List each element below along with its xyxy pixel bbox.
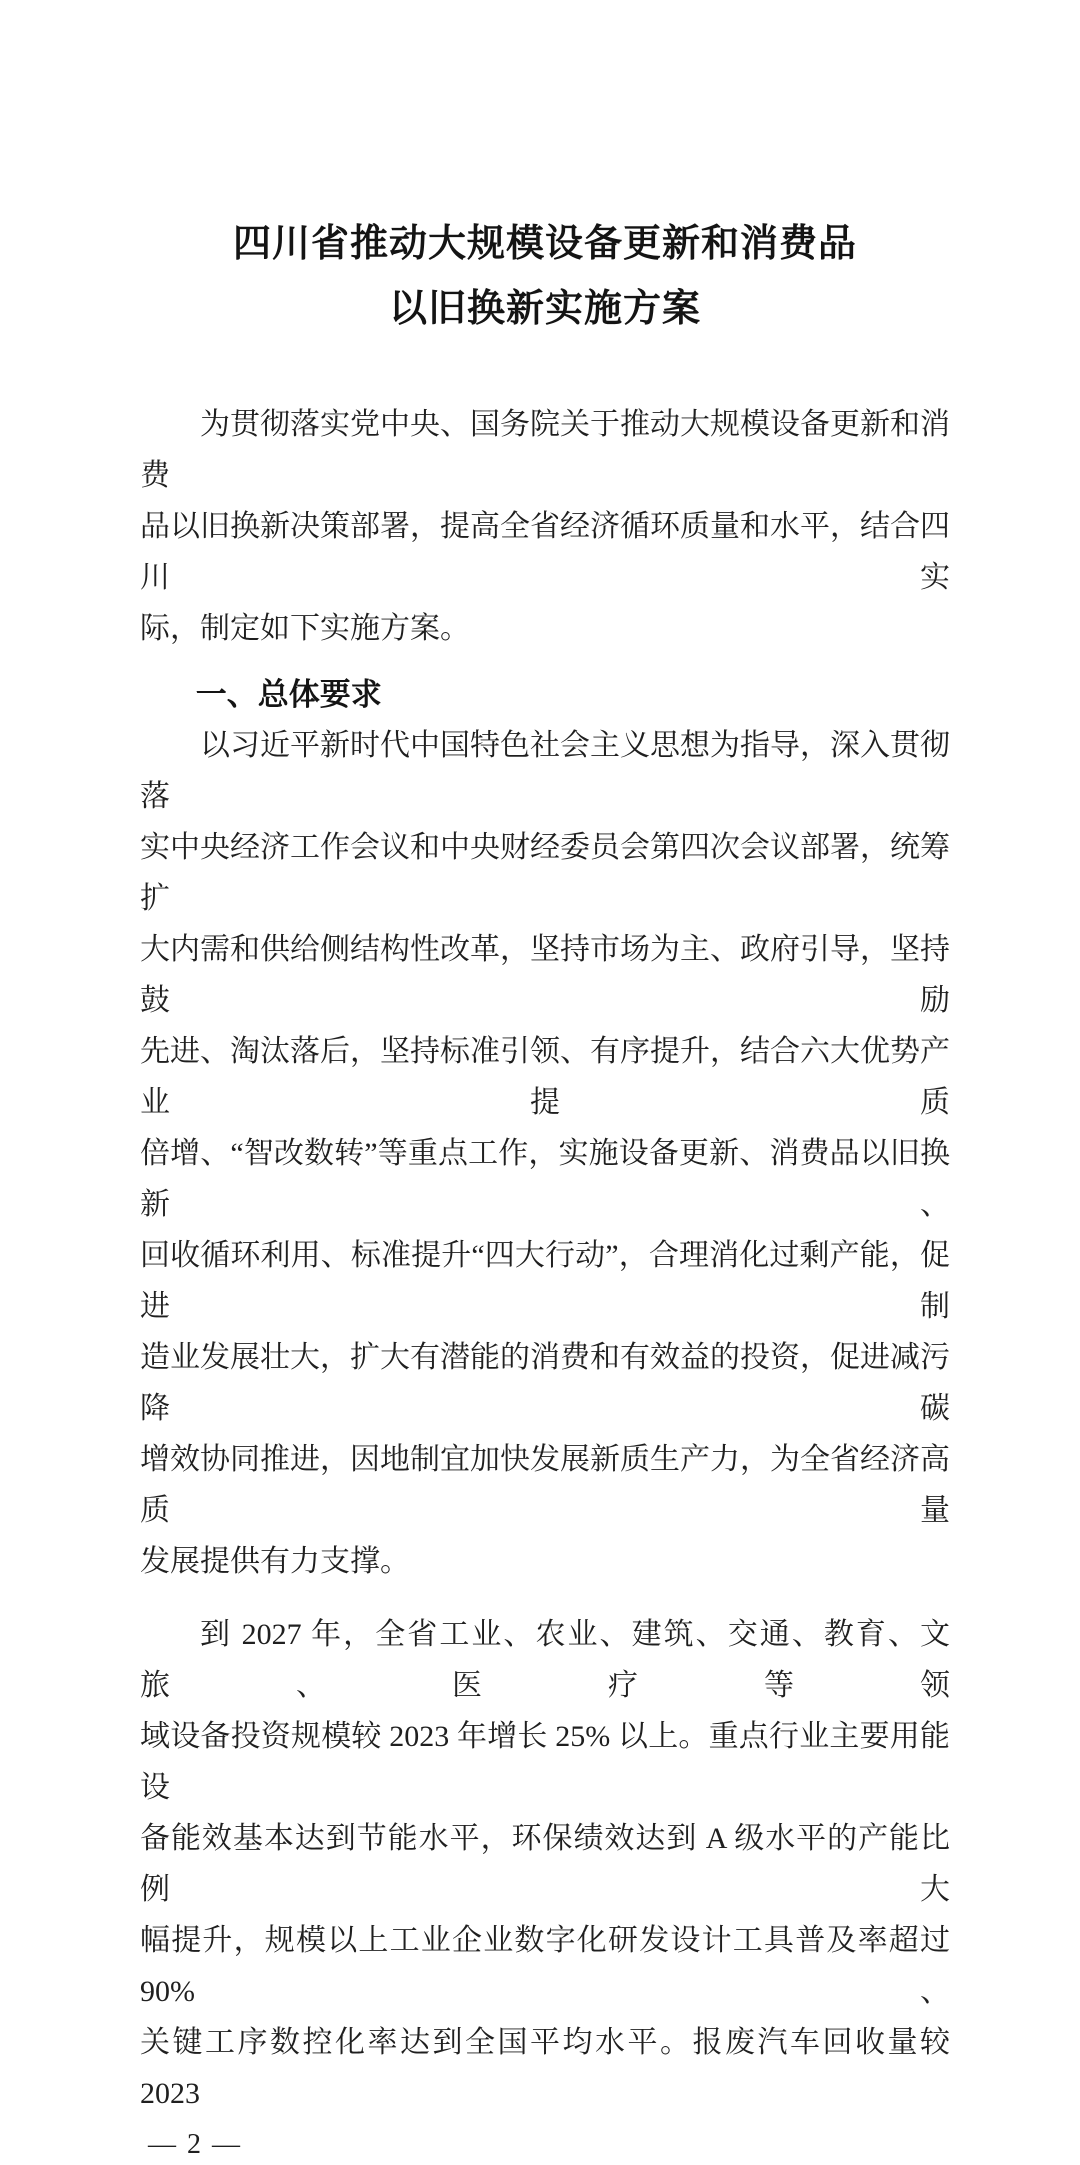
body-line: 到 2027 年，全省工业、农业、建筑、交通、教育、文旅、医疗等领	[140, 1618, 950, 1702]
body-line: 以习近平新时代中国特色社会主义思想为指导，深入贯彻落	[140, 729, 950, 813]
body-line: 回收循环利用、标准提升“四大行动”，合理消化过剩产能，促进制	[140, 1239, 950, 1323]
body-line: 倍增、“智改数转”等重点工作，实施设备更新、消费品以旧换新、	[140, 1137, 950, 1221]
body-line: 域设备投资规模较 2023 年增长 25% 以上。重点行业主要用能设	[140, 1720, 950, 1804]
paragraph-intro	[140, 399, 950, 654]
body-line: 为贯彻落实党中央、国务院关于推动大规模设备更新和消费	[140, 408, 950, 492]
body-line: 际，制定如下实施方案。	[140, 612, 470, 645]
body-line: 品以旧换新决策部署，提高全省经济循环质量和水平，结合四川实	[140, 510, 950, 594]
body-line: 先进、淘汰落后，坚持标准引领、有序提升，结合六大优势产业提质	[140, 1035, 950, 1119]
paragraph-guiding-principles	[140, 720, 950, 1587]
body-line: 造业发展壮大，扩大有潜能的消费和有效益的投资，促进减污降碳	[140, 1341, 950, 1425]
paragraph-2027-targets	[140, 1609, 950, 2119]
body-line: 增效协同推进，因地制宜加快发展新质生产力，为全省经济高质量	[140, 1443, 950, 1527]
body-line: 实中央经济工作会议和中央财经委员会第四次会议部署，统筹扩	[140, 831, 950, 915]
body-line: 幅提升，规模以上工业企业数字化研发设计工具普及率超过90%、	[140, 1924, 950, 2008]
document-title	[140, 212, 950, 342]
document-title-line-1: 四川省推动大规模设备更新和消费品	[232, 223, 857, 265]
body-line: 备能效基本达到节能水平，环保绩效达到 A 级水平的产能比例大	[140, 1822, 950, 1906]
body-line: 关键工序数控化率达到全国平均水平。报废汽车回收量较 2023	[140, 2026, 950, 2110]
body-line: 大内需和供给侧结构性改革，坚持市场为主、政府引导，坚持鼓励	[140, 933, 950, 1017]
body-line: 发展提供有力支撑。	[140, 1545, 410, 1578]
document-title-line-2: 以旧换新实施方案	[388, 288, 701, 330]
page-number-footer: — 2 —	[148, 2129, 242, 2160]
section-heading-overall-requirements: 一、总体要求	[195, 677, 382, 712]
